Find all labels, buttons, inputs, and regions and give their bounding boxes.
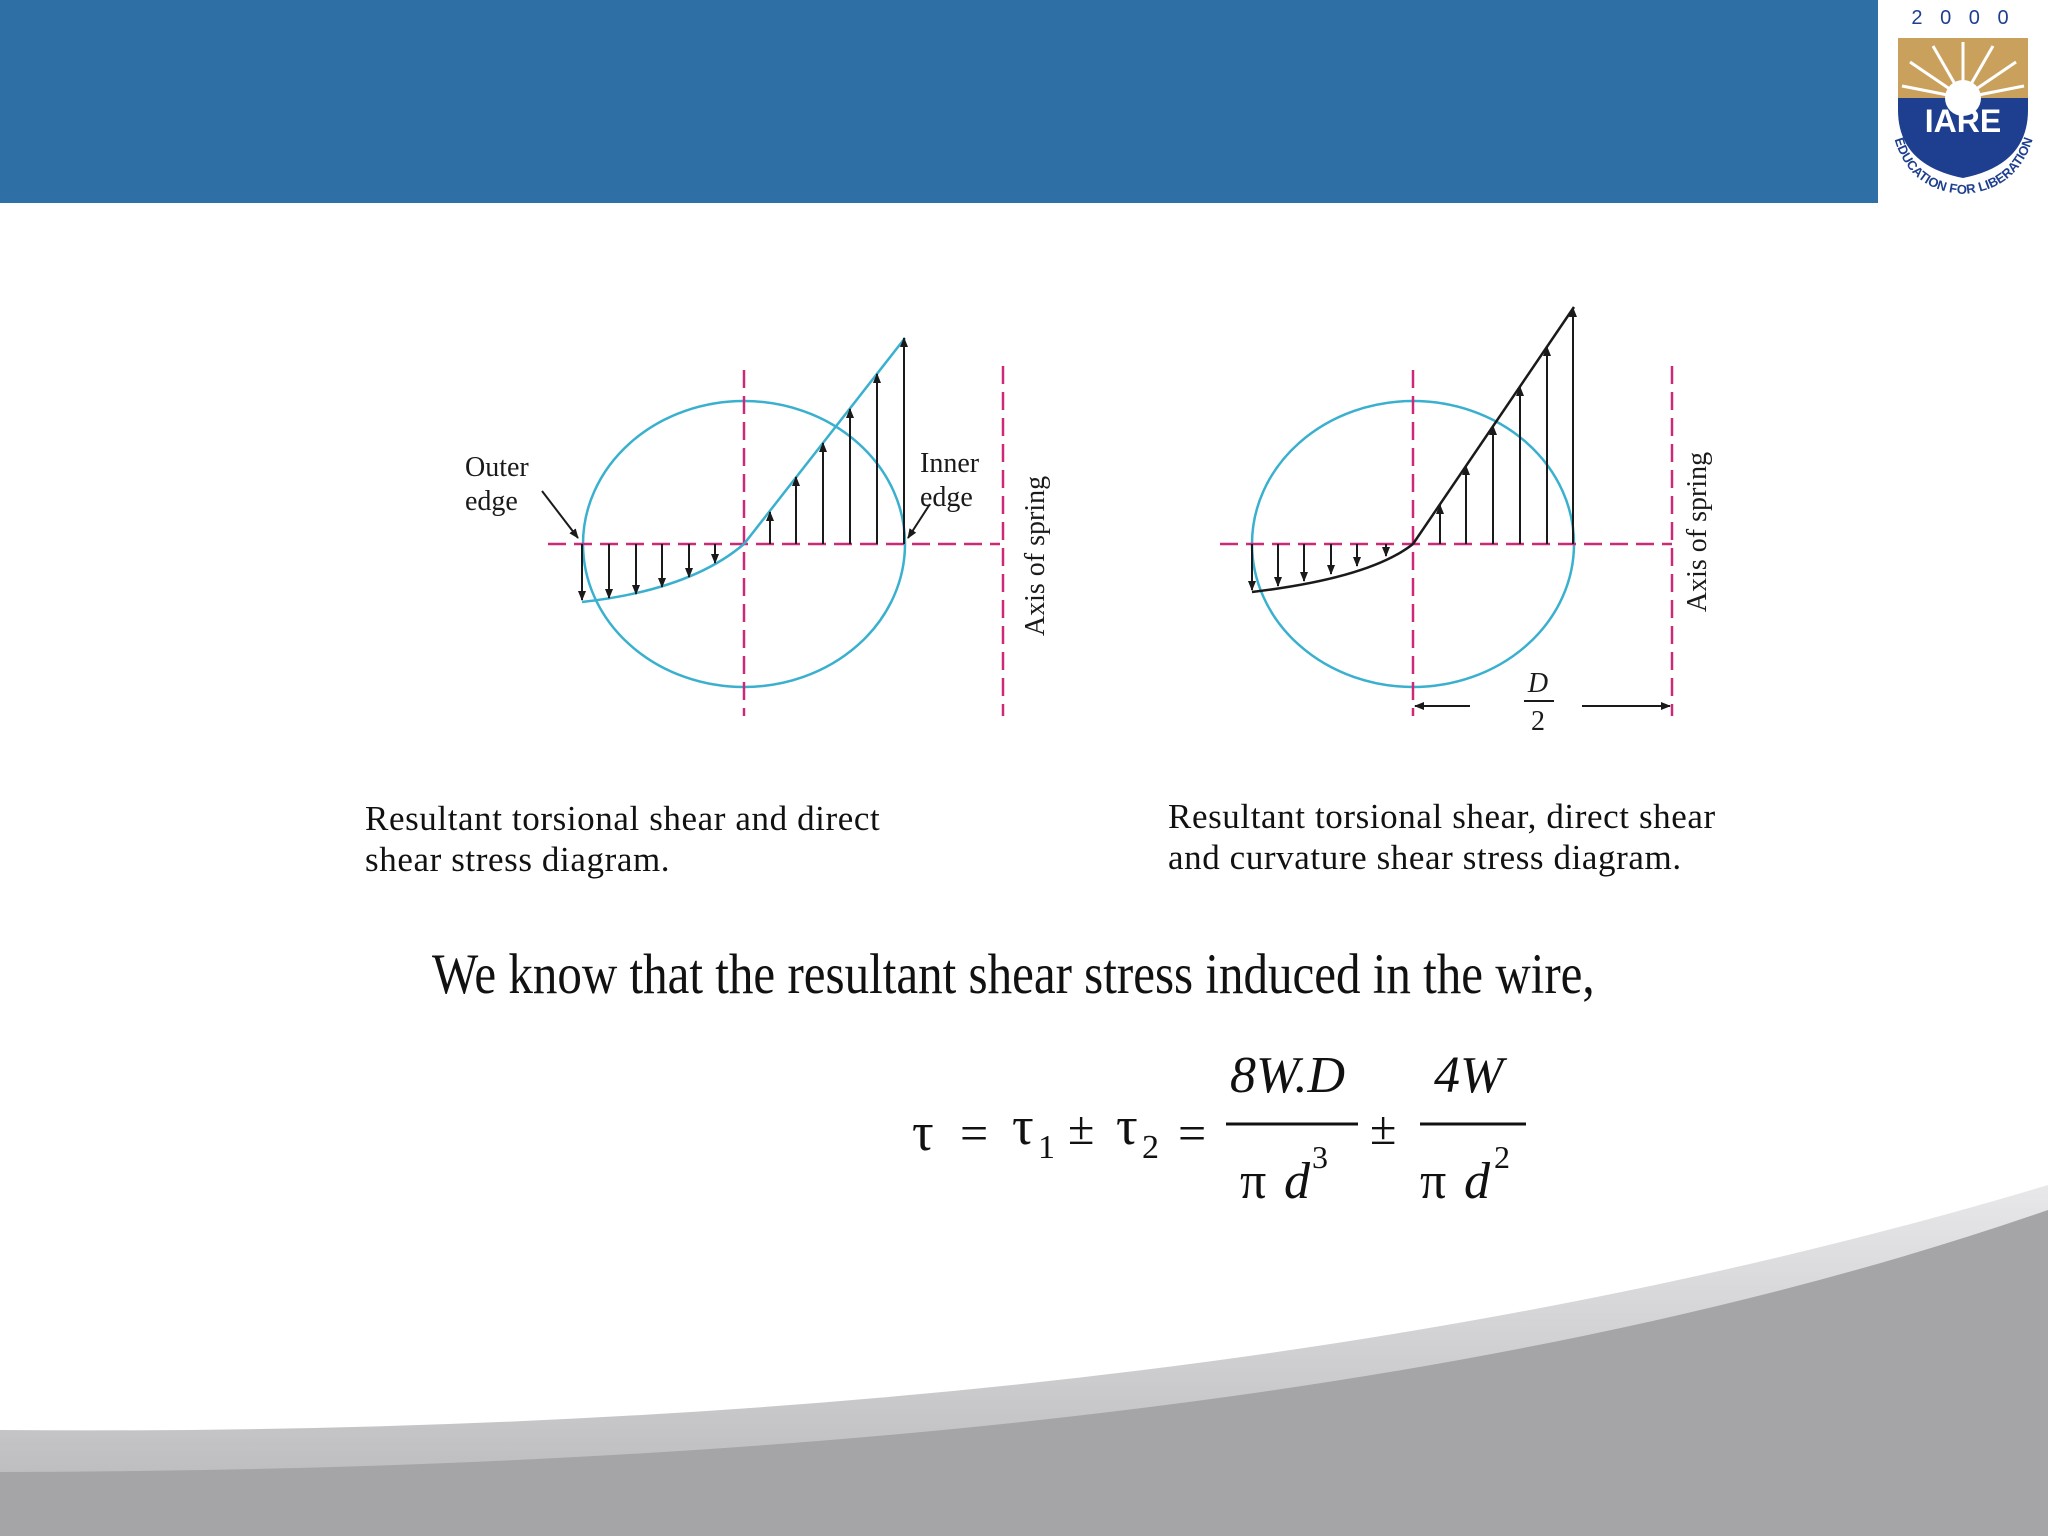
outer-edge-label-line1: Outer	[465, 452, 529, 483]
formula-pm-2: ±	[1370, 1102, 1397, 1155]
logo-name: IARE	[1924, 103, 2002, 139]
spring-axis-label-left: Axis of spring	[1020, 475, 1051, 637]
fraction1-numerator: 8W.D	[1230, 1047, 1346, 1104]
inner-edge-label-line1: Inner	[920, 448, 980, 479]
fraction1-denominator-pi: π	[1240, 1153, 1267, 1210]
stress-line-upper-left	[744, 338, 905, 544]
inner-edge-label-line2: edge	[920, 482, 973, 513]
right-stress-diagram	[1220, 307, 1713, 737]
footer-swoosh	[0, 1180, 2048, 1536]
logo-motto: EDUCATION FOR LIBERATION	[1891, 135, 2036, 198]
formula-equals-2: =	[1178, 1105, 1207, 1161]
dimension-denominator: 2	[1531, 706, 1545, 737]
spring-axis-label-right: Axis of spring	[1682, 451, 1713, 613]
formula-tau1: τ	[1012, 1096, 1034, 1156]
caption-right-diagram: Resultant torsional shear, direct shear and curvature shear stress diagram.	[1168, 797, 1716, 877]
formula-lhs-tau: τ	[912, 1102, 934, 1162]
fraction2-denominator-d: d	[1464, 1153, 1490, 1210]
fraction2-denominator-pi: π	[1420, 1153, 1447, 1210]
fraction1-denominator-exponent: 3	[1312, 1139, 1328, 1175]
footer-swoosh-fill	[0, 1210, 2048, 1536]
shear-stress-formula	[900, 1040, 1560, 1220]
left-stress-diagram	[465, 338, 1051, 716]
logo-year: 2 0 0 0	[1911, 7, 2015, 29]
formula-tau2: τ	[1116, 1096, 1138, 1156]
statement-text: We know that the resultant shear stress induced in the wire,	[432, 943, 1595, 1006]
formula-pm-1: ±	[1068, 1102, 1095, 1155]
caption-left-diagram: Resultant torsional shear and direct shear stress diagram.	[365, 799, 881, 879]
outer-edge-label-line2: edge	[465, 486, 518, 517]
outer-edge-pointer	[542, 491, 578, 538]
formula-sub2: 2	[1142, 1129, 1159, 1166]
formula-sub1: 1	[1038, 1129, 1055, 1166]
fraction2-denominator-exponent: 2	[1494, 1139, 1510, 1175]
fraction2-numerator: 4W	[1434, 1047, 1504, 1104]
fraction1-denominator-d: d	[1284, 1153, 1310, 1210]
stress-curve-lower-right	[1252, 544, 1413, 592]
dimension-numerator: D	[1527, 668, 1549, 699]
formula-equals-1: =	[960, 1105, 989, 1161]
